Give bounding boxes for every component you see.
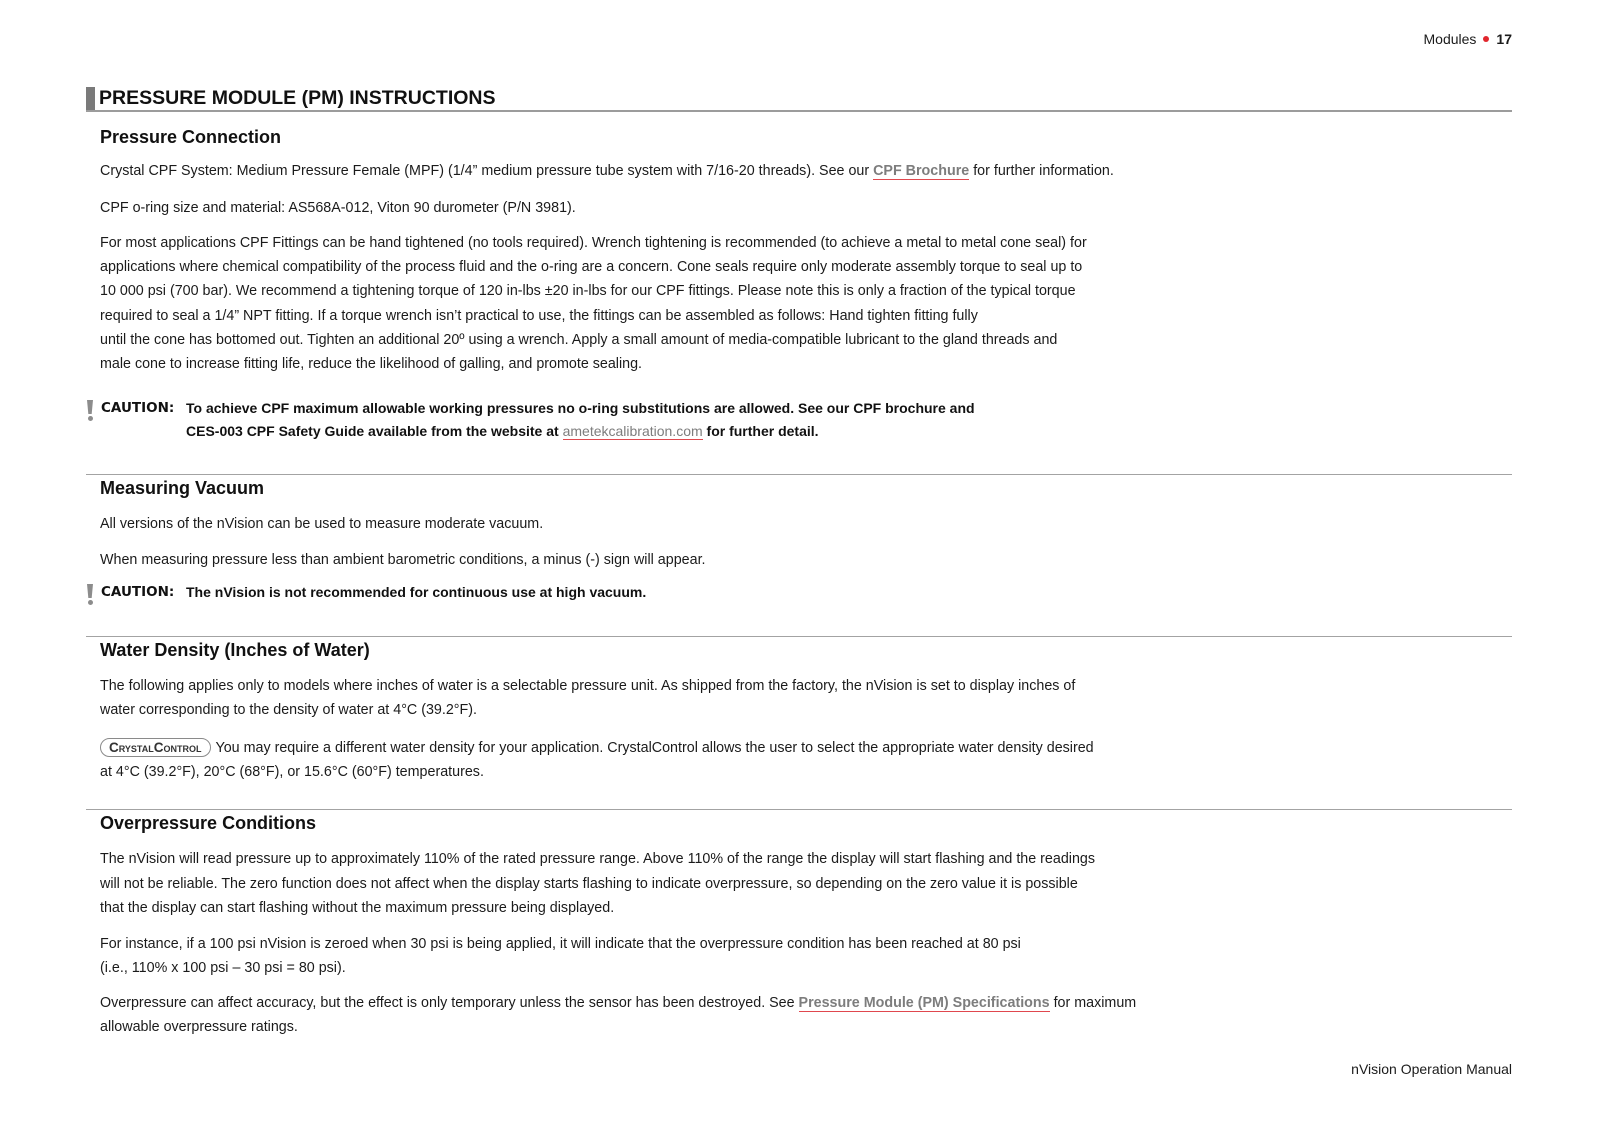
section-divider bbox=[86, 636, 1512, 637]
paragraph-line: The following applies only to models where inches of water is a selectable pressure unit. As shipped from the factory, the nVision is set to display inches of bbox=[100, 678, 1076, 694]
caution-text bbox=[186, 397, 975, 443]
bullet-dot-icon bbox=[1483, 36, 1489, 42]
caution-line-text: CES-003 CPF Safety Guide available from the website at bbox=[186, 423, 563, 439]
paragraph: When measuring pressure less than ambient barometric conditions, a minus (-) sign will appear. bbox=[100, 552, 706, 568]
heading-overpressure: Overpressure Conditions bbox=[100, 813, 317, 833]
paragraph-line bbox=[100, 991, 1136, 1015]
page-number: 17 bbox=[1496, 31, 1512, 47]
paragraph-line: 10 000 psi (700 bar). We recommend a tightening torque of 120 in-lbs ±20 in-lbs for our CPF fittings. Please note this is only a fraction of the typical torque bbox=[100, 283, 1076, 300]
exclamation-stem bbox=[87, 584, 93, 598]
ametek-website-link[interactable]: ametekcalibration.com bbox=[562, 423, 703, 439]
paragraph: CPF o-ring size and material: AS568A-012, Viton 90 durometer (P/N 3981). bbox=[100, 200, 576, 216]
section-divider bbox=[86, 809, 1512, 810]
caution-label: CAUTION: bbox=[101, 584, 175, 600]
section-title bbox=[86, 86, 1512, 112]
page-footer: nVision Operation Manual bbox=[1351, 1061, 1512, 1077]
caution-box bbox=[101, 581, 646, 604]
paragraph-line: male cone to increase fitting life, reduce the likelihood of galling, and promote sealing. bbox=[100, 356, 643, 373]
caution-line: The nVision is not recommended for continuous use at high vacuum. bbox=[186, 584, 647, 600]
paragraph-line: at 4°C (39.2°F), 20°C (68°F), or 15.6°C (60°F) temperatures. bbox=[100, 764, 484, 780]
caution-line-text: for further detail. bbox=[702, 423, 819, 439]
paragraph: All versions of the nVision can be used to measure moderate vacuum. bbox=[100, 516, 544, 532]
paragraph bbox=[100, 991, 1136, 1039]
cpf-brochure-link[interactable]: CPF Brochure bbox=[873, 163, 970, 179]
paragraph-line-text: for maximum bbox=[1049, 995, 1137, 1011]
paragraph-line: required to seal a 1/4” NPT fitting. If a torque wrench isn’t practical to use, the fittings can be assembled as follows: Hand tighten fitting fully bbox=[100, 307, 978, 324]
caution-label: CAUTION: bbox=[101, 400, 175, 416]
crystalcontrol-logo: CrystalControl bbox=[100, 738, 211, 757]
exclamation-icon bbox=[87, 400, 93, 421]
paragraph-line-text: You may require a different water density for your application. CrystalControl allows the user to select the appropriate water density desired bbox=[215, 740, 1094, 756]
section-title-bar bbox=[86, 87, 95, 110]
section-title-text: PRESSURE MODULE (PM) INSTRUCTIONS bbox=[99, 87, 496, 109]
paragraph-line: water corresponding to the density of water at 4°C (39.2°F). bbox=[100, 702, 477, 718]
heading-pressure-connection: Pressure Connection bbox=[100, 127, 282, 147]
exclamation-dot bbox=[88, 600, 93, 605]
exclamation-dot bbox=[88, 416, 93, 421]
page-header bbox=[1424, 27, 1513, 51]
caution-box bbox=[101, 397, 975, 443]
section-divider bbox=[86, 474, 1512, 475]
exclamation-stem bbox=[87, 400, 93, 414]
paragraph-line: will not be reliable. The zero function does not affect when the display starts flashing to indicate overpressure, so depending on the zero value it is possible bbox=[100, 875, 1078, 892]
paragraph-line: The nVision will read pressure up to approximately 110% of the rated pressure range. Above 110% of the range the display will start flashing and the readings bbox=[100, 851, 1096, 867]
paragraph-line bbox=[100, 736, 1094, 760]
paragraph bbox=[100, 932, 1021, 980]
paragraph bbox=[100, 847, 1095, 921]
paragraph-text: for further information. bbox=[969, 163, 1114, 179]
paragraph bbox=[100, 674, 1075, 722]
paragraph-line: For most applications CPF Fittings can be hand tightened (no tools required). Wrench tightening is recommended (to achieve a metal to metal cone seal) for bbox=[100, 235, 1087, 251]
pm-specifications-link[interactable]: Pressure Module (PM) Specifications bbox=[798, 995, 1050, 1011]
paragraph-line: that the display can start flashing without the maximum pressure being displayed. bbox=[100, 900, 615, 916]
caution-line bbox=[186, 420, 975, 443]
paragraph-line: applications where chemical compatibility of the process fluid and the o-ring are a concern. Cone seals require only moderate assembly torque to seal up to bbox=[100, 259, 1083, 276]
paragraph bbox=[100, 231, 1087, 376]
paragraph-line: allowable overpressure ratings. bbox=[100, 1019, 298, 1035]
paragraph bbox=[100, 159, 1114, 183]
exclamation-icon bbox=[87, 584, 93, 605]
paragraph-line: until the cone has bottomed out. Tighten an additional 20º using a wrench. Apply a small amount of media-compatible lubricant to the gland threads and bbox=[100, 331, 1058, 348]
paragraph bbox=[100, 736, 1094, 784]
paragraph-text: Crystal CPF System: Medium Pressure Female (MPF) (1/4” medium pressure tube system with 7/16-20 threads). See our bbox=[100, 163, 874, 179]
heading-water-density: Water Density (Inches of Water) bbox=[100, 640, 370, 660]
heading-measuring-vacuum: Measuring Vacuum bbox=[100, 478, 265, 498]
paragraph-line: (i.e., 110% x 100 psi – 30 psi = 80 psi). bbox=[100, 960, 346, 976]
caution-line: To achieve CPF maximum allowable working pressures no o-ring substitutions are allowed. See our CPF brochure and bbox=[186, 400, 975, 416]
paragraph-line: For instance, if a 100 psi nVision is zeroed when 30 psi is being applied, it will indicate that the overpressure condition has been reached at 80 psi bbox=[100, 936, 1021, 952]
section-label: Modules bbox=[1423, 31, 1477, 47]
caution-text bbox=[186, 581, 646, 604]
paragraph-line-text: Overpressure can affect accuracy, but the effect is only temporary unless the sensor has been destroyed. See bbox=[100, 995, 799, 1011]
